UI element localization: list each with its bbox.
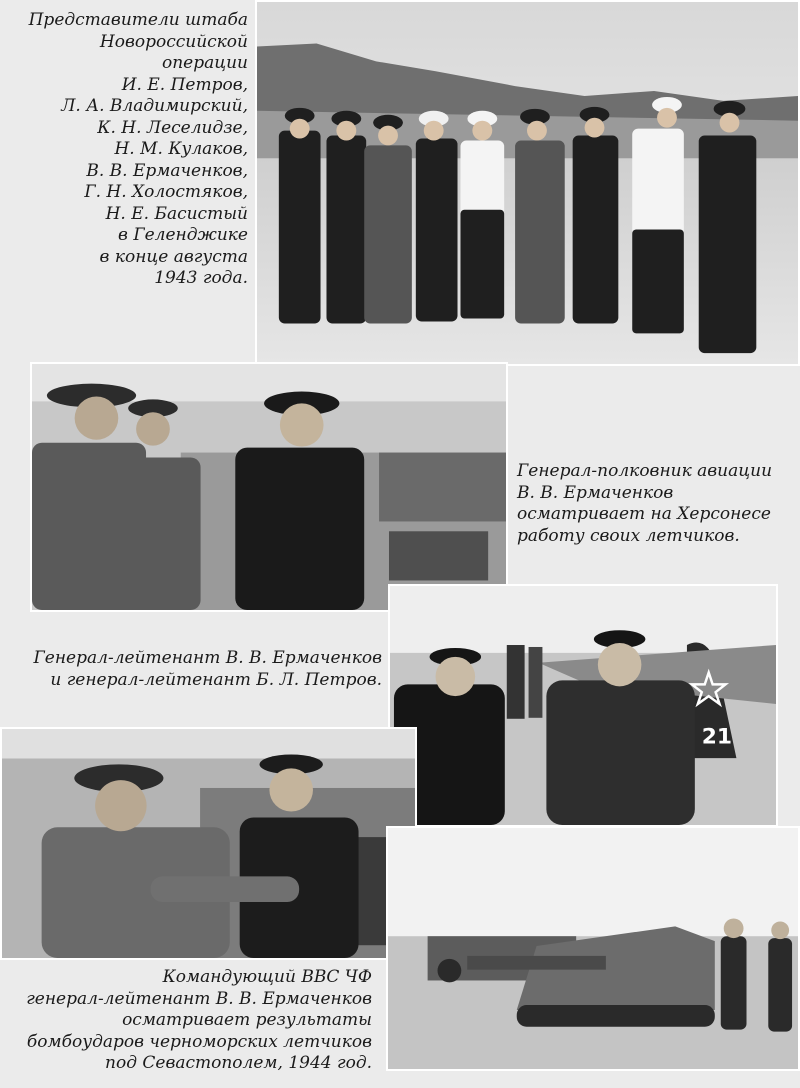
aircraft-number: 21 [701,724,733,750]
photo-destroyed-assault-gun [386,826,800,1071]
caption-headquarters-group: Представители штаба Новороссийской операции И. Е. Петров, Л. А. Владимирский, К. Н. Леселидзе, Н. М. Кулаков, В. В. Ермаченков, Г. Н. Холостяков, Н. Е. Басистый в Геленджике в конце августа 1943 года. [28,10,248,288]
photo-chersonese-inspection [30,362,508,612]
caption-sevastopol-results: Командующий ВВС ЧФ генерал-лейтенант В. В. Ермаченков осматривает результаты бомбоударов черноморских летчиков под Севастополем, 1944 год. [26,967,372,1073]
photo-headquarters-group [255,0,800,366]
photo-officers-wreckage [0,727,417,960]
caption-two-generals: Генерал-лейтенант В. В. Ермаченков и генерал-лейтенант Б. Л. Петров. [33,648,382,690]
photo-two-generals-aircraft [388,584,778,827]
caption-chersonese-inspection: Генерал-полковник авиации В. В. Ермаченков осматривает на Херсонесе работу своих летчиков. [517,461,773,546]
